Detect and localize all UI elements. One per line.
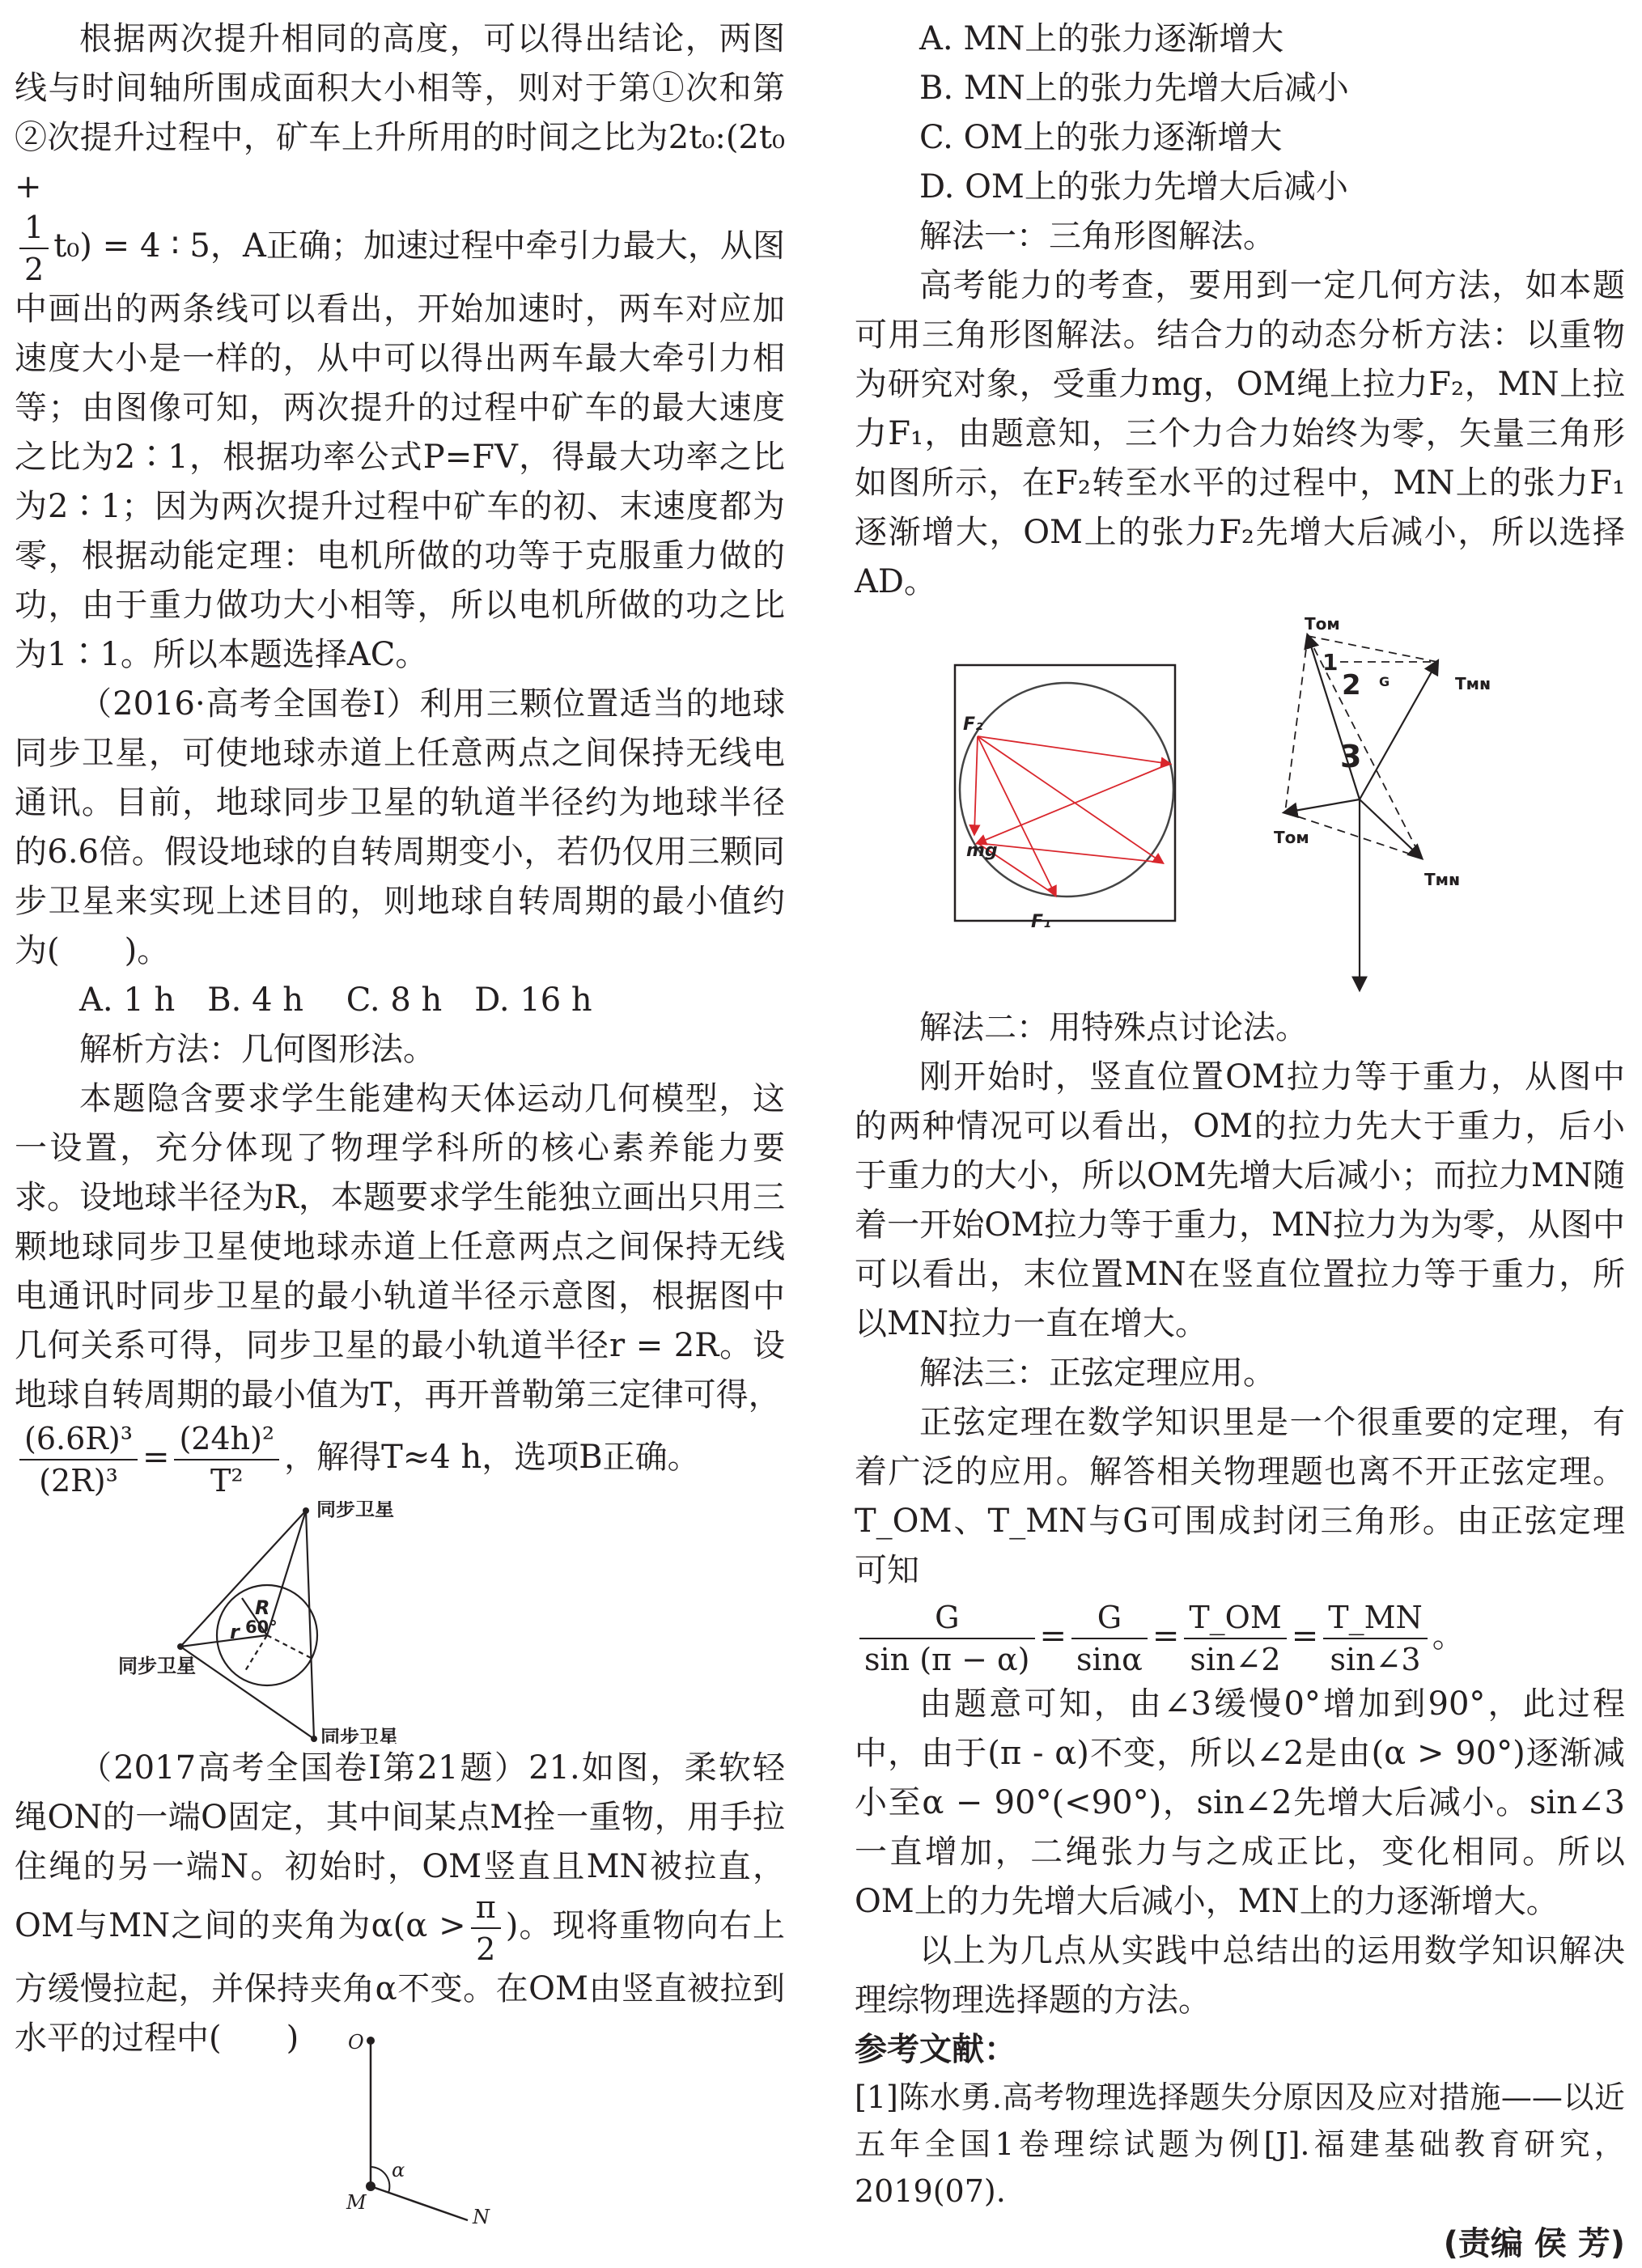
tmn-bottom-vector [1360,799,1421,858]
angle-label-2: 2 [1342,669,1361,702]
option-b: B. MN上的张力先增大后减小 [919,70,1349,107]
angle-label-1: 1 [1322,649,1339,676]
method-1-label: 解法一：三角形图解法。 [919,218,1275,255]
label-alpha: α [392,2159,405,2181]
paragraph-time-ratio: 根据两次提升相同的高度，可以得出结论，两图线与时间轴所围成面积大小相等，则对于第①次和第②次提升过程中，矿车上升所用的时间之比为2t₀:(2t₀ + [15,20,785,206]
option-d: D. OM上的张力先增大后减小 [919,168,1348,206]
weight-m [366,2181,375,2191]
dashed-center-line-2 [267,1635,314,1660]
label-60deg: 60° [245,1617,278,1637]
fraction-g-sin-pi-alpha: $\frac{G}{\sin (\pi - \alpha)}$ [859,1602,1035,1675]
method-label-geometry: 解析方法：几何图形法。 [79,1031,435,1068]
fraction-orbit-ratio: $\frac{\text{(6.6R)³}}{\text{(2R)³}}$ [19,1423,138,1496]
label-f2: F₂ [963,714,983,735]
fraction-tmn-sin3: $\frac{T\_MN}{\sin\angle 3}$ [1323,1602,1428,1675]
line-center-to-top-sat [267,1511,306,1635]
fraction-g-sin-alpha: $\frac{G}{\sin\alpha}$ [1071,1602,1148,1675]
force-figures-svg [855,615,1625,1003]
label-tom-left: Tᴏᴍ [1274,828,1309,847]
option-c: C. OM上的张力逐渐增大 [919,119,1283,156]
equation-sine-law: $\frac{G}{\sin (\pi - \alpha)}$ = $\frac{G}{\sin\alpha}$ = $\frac{T\_OM}{\sin\angle 2}$ = $\frac{T\_MN}{\sin\angle 3}$ 。 [855,1602,1625,1675]
rope-diagram-svg [15,2015,785,2225]
label-sat-bottom: 同步卫星 [320,1726,398,1744]
label-o: O [348,2031,364,2054]
label-tmn-top: Tᴍɴ [1455,674,1491,693]
label-f1: F₁ [1031,912,1051,932]
point-o [367,2037,375,2045]
tmn-top-vector [1360,662,1437,799]
left-column [15,15,785,2225]
method-3-text-2: 由题意可知，由∠3缓慢0°增加到90°，此过程中，由于(π - α)不变，所以∠2是由(α > 90°)逐渐减小至α − 90°(<90°)，sin∠2先增大后减小。sin∠3一直增加，二绳张力与之成正比，变化相同。所以OM上的力先增大后减小，MN上的力逐渐增大。 [855,1685,1625,1920]
method-2-text: 刚开始时，竖直位置OM拉力等于重力，从图中的两种情况可以看出，OM的拉力先大于重力，后小于重力的大小，所以OM先增大后减小；而拉力MN随着一开始OM拉力等于重力，MN拉力为为零，从图中可以看出，末位置MN在竖直位置拉力等于重力，所以MN拉力一直在增大。 [855,1058,1625,1342]
method-1-text: 高考能力的考查，要用到一定几何方法，如本题可用三角形图解法。结合力的动态分析方法：以重物为研究对象，受重力mg，OM绳上拉力F₂，MN上拉力F₁，由题意知，三个力合力始终为零，矢量三角形如图所示，在F₂转至水平的过程中，MN上的张力F₁逐渐增大，OM上的张力F₂先增大后减小，所以选择AD。 [855,267,1625,600]
method-3-label: 解法三：正弦定理应用。 [919,1354,1275,1392]
question-2016-options: A. 1 h B. 4 h C. 8 h D. 16 h [79,981,592,1019]
label-mg: mg [966,841,998,861]
fraction-tom-sin2: $\frac{T\_OM}{\sin\angle 2}$ [1184,1602,1286,1675]
paragraph-geometry-analysis: 本题隐含要求学生能建构天体运动几何模型，这一设置，充分体现了物理学科所的核心素养能力要求。设地球半径为R，本题要求学生能独立画出只用三颗地球同步卫星使地球赤道上任意两点之间保持无线电通讯时同步卫星的最小轨道半径示意图，根据图中几何关系可得，同步卫星的最小轨道半径r = 2R。设地球自转周期的最小值为T，再开普勒第三定律可得， [15,1080,785,1414]
label-m: M [346,2191,367,2214]
option-a: A. MN上的张力逐渐增大 [919,20,1284,57]
fraction-period-ratio: $\frac{\text{(24h)²}}{\text{T²}}$ [174,1423,279,1496]
label-R: R [255,1596,270,1619]
rope-mn [371,2186,468,2220]
satellite-diagram [15,1501,785,1744]
editor-credit: (责编 侯 芳) [1443,2225,1625,2262]
dashed-center-line [245,1635,267,1671]
fraction-half: $\frac{1}{2}$ [19,212,49,285]
method-3-text: 正弦定理在数学知识里是一个很重要的定理，有着广泛的应用。解答相关物理题也离不开正弦定理。T_OM、T_MN与G可围成封闭三角形。由正弦定理可知 [855,1404,1625,1589]
vector-circle [960,683,1173,897]
tom-left-vector [1285,799,1360,812]
circle-figure-frame [955,665,1175,921]
label-g-point: G [1379,674,1390,689]
equation-kepler: $\frac{\text{(6.6R)³}}{\text{(2R)³}}$ = $\frac{\text{(24h)²}}{\text{T²}}$ ，解得T≈4 h，选项B正确。 [15,1423,785,1496]
label-sat-top: 同步卫星 [316,1501,394,1520]
label-n: N [473,2206,490,2225]
satellite-diagram-svg [15,1501,785,1744]
method-2-label: 解法二：用特殊点讨论法。 [919,1009,1308,1046]
rope-diagram [15,2015,785,2225]
references-heading: 参考文献： [855,2031,1016,2068]
label-tom-top: Tᴏᴍ [1305,615,1340,634]
fraction-pi-half: $\frac{\pi}{2}$ [471,1892,501,1965]
reference-1: [1]陈水勇.高考物理选择题失分原因及应对措施——以近五年全国1卷理综试题为例[J].福建基础教育研究，2019(07). [855,2079,1625,2209]
label-tmn-bottom: Tᴍɴ [1424,870,1461,889]
right-column [855,15,1625,2268]
label-r: r [230,1621,240,1643]
paragraph-ac-conclusion: $\frac{1}{2}$ t₀) = 4 ∶ 5，A正确；加速过程中牵引力最大，从图中画出的两条线可以看出，开始加速时，两车对应加速度大小是一样的，从中可以得出两车最大牵引力相等；由图像可知，两次提升的过程中矿车的最大速度之比为2∶1，根据功率公式P=FV，得最大功率之比为2∶1；因为两次提升过程中矿车的初、末速度都为零，根据动能定理：电机所做的功等于克服重力做的功，由于重力做功大小相等，所以电机所做的功之比为1∶1。所以本题选择AC。 [15,210,785,673]
question-2016: （2016·高考全国卷Ⅰ）利用三颗位置适当的地球同步卫星，可使地球赤道上任意两点之间保持无线电通讯。目前，地球同步卫星的轨道半径约为地球半径的6.6倍。假设地球的自转周期变小，若仍仅用三颗同步卫星来实现上述目的，则地球自转周期的最小值约为( )。 [15,685,785,969]
force-figures [855,615,1625,1003]
line-left-sat-to-center [180,1635,267,1647]
label-sat-left: 同步卫星 [118,1655,196,1677]
question-2017: （2017高考全国卷Ⅰ第21题）21.如图，柔软轻绳ON的一端O固定，其中间某点M拴一重物，用手拉住绳的另一端N。初始时，OM竖直且MN被拉直，OM与MN之间的夹角为α(α > $\frac{\pi}{2}$ )。现将重物向右上方缓慢拉起，并保持夹角α不变。在OM由竖直被拉到水平的过程中( ) [15,1749,785,2057]
conclusion: 以上为几点从实践中总结出的运用数学知识解决理综物理选择题的方法。 [855,1932,1625,2019]
angle-label-3: 3 [1340,739,1362,774]
